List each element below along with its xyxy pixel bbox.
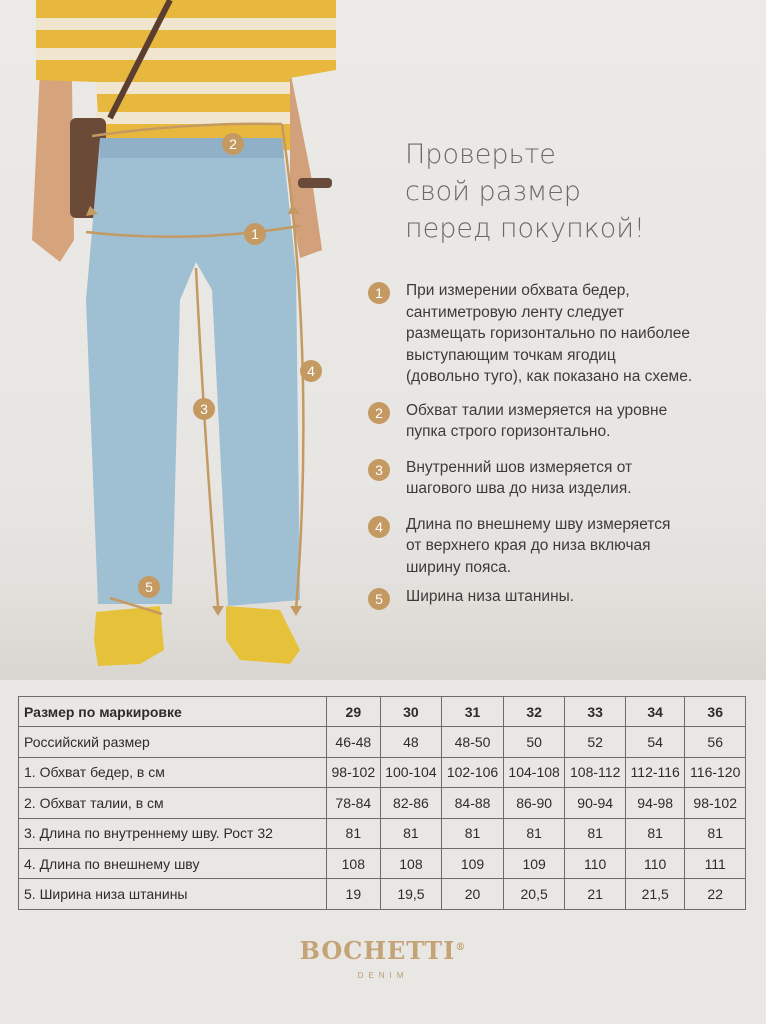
headline-line-3: перед покупкой!	[405, 213, 645, 244]
note-inseam	[368, 457, 738, 500]
table-cell: 3. Длина по внутреннему шву. Рост 32	[19, 818, 327, 848]
table-header-cell: 31	[442, 697, 504, 727]
brand-subtitle: DENIM	[357, 971, 409, 980]
table-cell: 98-102	[685, 788, 746, 818]
table-cell: 20,5	[503, 879, 565, 909]
table-cell: 100-104	[380, 757, 442, 787]
note-number: 5	[368, 588, 390, 610]
table-row	[19, 788, 746, 818]
note-outseam	[368, 514, 738, 579]
table-cell: 81	[327, 818, 381, 848]
table-cell: 104-108	[503, 757, 565, 787]
note-text: При измерении обхвата бедер, сантиметровую ленту следует размещать горизонтально по наиболее выступающим точкам ягодиц (довольно туго), как показано на схеме.	[406, 282, 693, 385]
table-cell: 19,5	[380, 879, 442, 909]
table-cell: 81	[380, 818, 442, 848]
table-row	[19, 879, 746, 909]
table-cell: 111	[685, 848, 746, 878]
table-row	[19, 727, 746, 757]
table-header-cell: 33	[565, 697, 626, 727]
table-cell: Российский размер	[19, 727, 327, 757]
table-cell: 81	[565, 818, 626, 848]
table-cell: 54	[625, 727, 684, 757]
right-shoe	[226, 606, 300, 664]
table-row	[19, 818, 746, 848]
jeans	[86, 138, 300, 606]
left-shoe	[94, 606, 164, 666]
table-cell: 78-84	[327, 788, 381, 818]
marker-4: 4	[300, 360, 322, 382]
table-cell: 84-88	[442, 788, 504, 818]
registered-mark: ®	[455, 942, 467, 953]
table-cell: 4. Длина по внешнему шву	[19, 848, 327, 878]
table-cell: 5. Ширина низа штанины	[19, 879, 327, 909]
brand-name: BOCHETTI	[299, 936, 456, 965]
size-table	[18, 696, 746, 910]
table-cell: 81	[685, 818, 746, 848]
brand-logo	[0, 936, 766, 980]
table-cell: 22	[685, 879, 746, 909]
table-header-cell: 32	[503, 697, 565, 727]
marker-3: 3	[193, 398, 215, 420]
headline-line-1: Проверьте	[405, 139, 556, 170]
note-number: 1	[368, 282, 390, 304]
measurement-notes	[368, 280, 738, 608]
table-header-cell: 29	[327, 697, 381, 727]
table-cell: 19	[327, 879, 381, 909]
note-hips	[368, 280, 738, 388]
table-cell: 102-106	[442, 757, 504, 787]
table-cell: 110	[625, 848, 684, 878]
table-cell: 82-86	[380, 788, 442, 818]
table-cell: 46-48	[327, 727, 381, 757]
table-header-cell: Размер по маркировке	[19, 697, 327, 727]
table-cell: 116-120	[685, 757, 746, 787]
table-header-row	[19, 697, 746, 727]
note-text: Ширина низа штанины.	[406, 588, 575, 605]
brand-name-line	[0, 936, 766, 965]
note-text: Обхват талии измеряется на уровне пупка строго горизонтально.	[406, 401, 668, 440]
table-cell: 48-50	[442, 727, 504, 757]
table-cell: 108-112	[565, 757, 626, 787]
table-cell: 81	[625, 818, 684, 848]
table-cell: 108	[380, 848, 442, 878]
table-cell: 2. Обхват талии, в см	[19, 788, 327, 818]
table-cell: 81	[442, 818, 504, 848]
note-number: 3	[368, 459, 390, 481]
table-cell: 94-98	[625, 788, 684, 818]
watch	[298, 178, 332, 188]
table-cell: 86-90	[503, 788, 565, 818]
table-cell: 110	[565, 848, 626, 878]
table-cell: 48	[380, 727, 442, 757]
note-waist	[368, 400, 738, 443]
note-leg-opening	[368, 586, 738, 608]
headline-line-2: свой размер	[405, 176, 581, 207]
table-row	[19, 757, 746, 787]
marker-1: 1	[244, 223, 266, 245]
table-header-cell: 36	[685, 697, 746, 727]
table-header-cell: 30	[380, 697, 442, 727]
marker-5: 5	[138, 576, 160, 598]
headline	[405, 136, 645, 247]
waistband	[100, 138, 284, 158]
note-text: Длина по внешнему шву измеряется от верхнего края до низа включая ширину пояса.	[406, 515, 671, 576]
table-cell: 109	[442, 848, 504, 878]
table-cell: 90-94	[565, 788, 626, 818]
table-cell: 1. Обхват бедер, в см	[19, 757, 327, 787]
table-cell: 52	[565, 727, 626, 757]
table-header-cell: 34	[625, 697, 684, 727]
table-cell: 98-102	[327, 757, 381, 787]
table-cell: 109	[503, 848, 565, 878]
size-chart	[18, 696, 746, 910]
note-number: 4	[368, 516, 390, 538]
table-cell: 50	[503, 727, 565, 757]
table-cell: 56	[685, 727, 746, 757]
left-arm	[32, 70, 74, 262]
table-cell: 21,5	[625, 879, 684, 909]
table-cell: 112-116	[625, 757, 684, 787]
table-cell: 20	[442, 879, 504, 909]
table-cell: 21	[565, 879, 626, 909]
note-number: 2	[368, 402, 390, 424]
marker-2: 2	[222, 133, 244, 155]
table-cell: 81	[503, 818, 565, 848]
note-text: Внутренний шов измеряется от шагового шва до низа изделия.	[406, 458, 633, 497]
table-cell: 108	[327, 848, 381, 878]
table-row	[19, 848, 746, 878]
